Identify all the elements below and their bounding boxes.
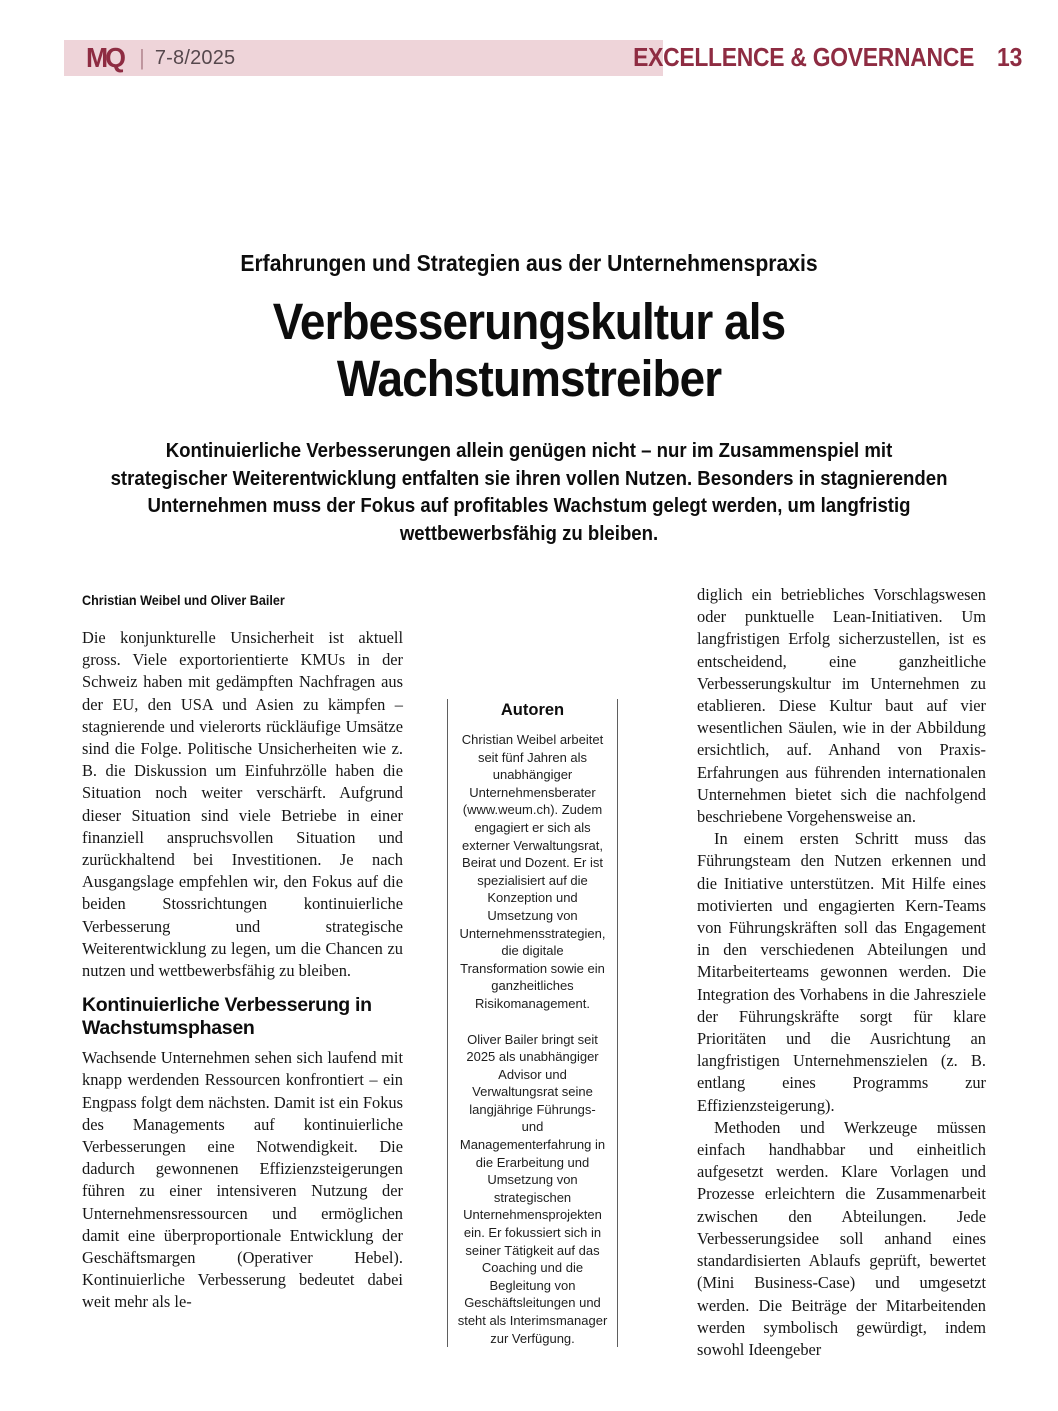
right-column <box>697 584 986 1361</box>
body-paragraph: Die konjunkturelle Unsicherheit ist aktuell gross. Viele exportorientierte KMUs in der Schweiz haben mit gedämpften Nachfragen aus der EU, den USA und Asien zu kämpfen – stagnierende und vielerorts rückläufige Umsätze sind die Folge. Politische Unsicherheiten wie z. B. die Diskussion um Einfuhrzölle haben die Situation noch weiter verschärft. Aufgrund dieser Situation sind viele Betriebe in einer finanziell anspruchsvollen Situation und zurückhaltend bei Investitionen. Je nach Ausgangslage empfehlen wir, den Fokus auf die beiden Stossrichtungen kontinuierliche Verbesserung und strategische Weiterentwicklung zu legen, um die Chancen zu nutzen und wettbewerbsfähig zu bleiben. <box>82 628 403 981</box>
body-paragraph: diglich ein betriebliches Vorschlagswesen oder punktuelle Lean-Initiativen. Um langfristigen Erfolg sicherzustellen, ist es entscheidend, eine ganzheitliche Verbesserungskultur im Unternehmen zu etablieren. Diese Kultur baut auf vier wesentlichen Säulen, wie in der Abbildung ersichtlich, auf. Anhand von Praxis-Erfahrungen aus führenden internationalen Unternehmen bietet sich die nachfolgend beschriebene Vorgehensweise an. <box>697 585 986 827</box>
section-title: EXCELLENCE & GOVERNANCE <box>632 42 974 72</box>
subheading: Kontinuierliche Verbesserung in Wachstumsphasen <box>82 994 372 1040</box>
body-paragraph: Methoden und Werkzeuge müssen einfach handhabbar und einheitlich aufgesetzt werden. Klare Vorlagen und Prozesse erleichtern die Zusammenarbeit zwischen den Abteilungen. Jede Verbesserungsidee soll anhand eines standardisierten Ablaufs geprüft, bewertet (Mini Business-Case) und umgesetzt werden. Die Beiträge der Mitarbeitenden werden symbolisch gewürdigt, indem sowohl Ideengeber <box>697 1117 986 1359</box>
body-paragraph: In einem ersten Schritt muss das Führungsteam den Nutzen erkennen und die Initiative unterstützen. Mit Hilfe eines motivierten und engagierten Kern-Teams von Führungskräften soll das Engagement in den verschiedenen Abteilungen und Mitarbeiterteams gewonnen werden. Die Integration des Vorhabens in die Jahresziele der Führungskräfte sorgt für klare Prioritäten und die Ausrichtung an langfristigen Unternehmenszielen (z. B. entlang eines Programms zur Effizienzsteigerung). <box>697 829 986 1115</box>
header-separator: | <box>139 45 145 70</box>
authors-box <box>447 699 618 1347</box>
body-paragraph: Wachsende Unternehmen sehen sich laufend mit knapp werdenden Ressourcen konfrontiert – ein Engpass folgt dem nächsten. Damit ist ein Fokus des Managements auf kontinuierliche Verbesserungen eine Notwendigkeit. Die dadurch gewonnenen Effizienzsteigerungen führen zu einer intensiveren Nutzung der Unternehmensressourcen und ermöglichen damit eine überproportionale Entwicklung der Geschäftsmargen (Operativer Hebel). Kontinuierliche Verbesserung bedeutet dabei weit mehr als le- <box>82 1048 403 1312</box>
lead-paragraph: Kontinuierliche Verbesserungen allein genügen nicht – nur im Zusammenspiel mit strategischer Weiterentwicklung entfalten sie ihren vollen Nutzen. Besonders in stagnierenden Unternehmen muss der Fokus auf profitables Wachstum gelegt werden, um langfristig wettbewerbsfähig zu bleiben. <box>110 440 948 545</box>
article-title: Verbesserungskultur als Wachstumstreiber <box>272 293 786 407</box>
page-number: 13 <box>996 42 1022 72</box>
kicker: Erfahrungen und Strategien aus der Unternehmenspraxis <box>240 250 818 276</box>
authors-box-heading: Autoren <box>500 701 565 719</box>
issue-label: 7-8/2025 <box>154 46 236 69</box>
header-bar <box>64 40 663 76</box>
author-bio-oliver-bailer: Oliver Bailer bringt seit 2025 als unabhängiger Advisor und Verwaltungsrat seine langjährige Führungs- und Managementerfahrung in die Erarbeitung und Umsetzung von strategischen Unternehmensprojekten ein. Er fokussiert sich in seiner Tätigkeit auf das Coaching und die Begleitung von Geschäftsleitungen und steht als Interimsmanager zur Verfügung. <box>457 1031 608 1346</box>
left-column <box>82 627 403 1314</box>
author-bio-christian-weibel: Christian Weibel arbeitet seit fünf Jahren als unabhängiger Unternehmensberater (www.weum.ch). Zudem engagiert er sich als externer Verwaltungsrat, Beirat und Dozent. Er ist spezialisiert auf die Konzeption und Umsetzung von Unternehmensstrategien, die digitale Transformation sowie ein ganzheitliches Risikomanagement. <box>459 732 606 1011</box>
header-right <box>633 42 1022 73</box>
byline: Christian Weibel und Oliver Bailer <box>82 592 285 608</box>
mq-logo: MQ <box>86 42 124 73</box>
